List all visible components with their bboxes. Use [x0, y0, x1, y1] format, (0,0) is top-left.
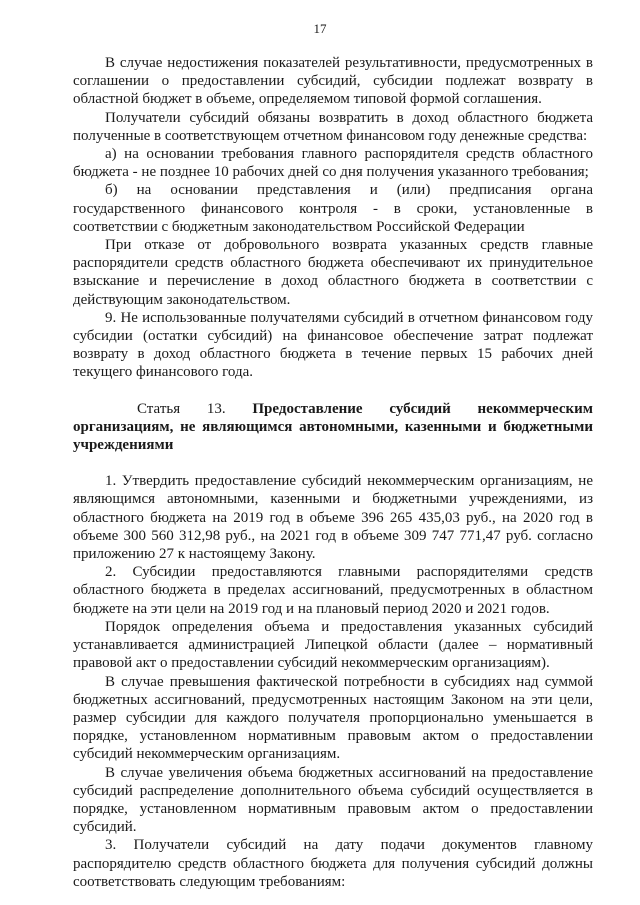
- paragraph-item-b: б) на основании представления и (или) предписания органа государственного финансового контроля - в сроки, установленные в соответствии с бюджетным законодательством Российской Федерации: [73, 182, 593, 235]
- article-heading: [73, 400, 593, 455]
- paragraph-return-obligation: Получатели субсидий обязаны возвратить в доход областного бюджета полученные в соответствующем отчетном финансовом году денежные средства:: [73, 109, 593, 144]
- page-number: 17: [313, 21, 327, 36]
- paragraph-refusal: При отказе от добровольного возврата указанных средств главные распорядители средств областного бюджета обеспечивают их принудительное взыскание и перечисление в доход областного бюджета в соответствии с действующим законодательством.: [73, 237, 593, 308]
- article-title: Предоставление субсидий некоммерческим организациям, не являющимся автономными, казенными и бюджетными учреждениями: [73, 400, 594, 454]
- paragraph-1: 1. Утвердить предоставление субсидий некоммерческим организациям, не являющимся автономными, казенными и бюджетными учреждениями, из областного бюджета на 2019 год в объеме 396 265 435,03 руб., на 2020 год в объеме 300 560 312,98 руб., на 2021 год в объеме 309 747 771,47 руб. согласно приложению 27 к настоящему Закону.: [73, 473, 593, 563]
- paragraph-increase: В случае увеличения объема бюджетных ассигнований на предоставление субсидий распределение дополнительного объема субсидий осуществляется в порядке, установленном нормативным правовым актом о предоставлении субсидий.: [73, 764, 593, 836]
- paragraph-9: 9. Не использованные получателями субсидий в отчетном финансовом году субсидии (остатки субсидий) на финансовое обеспечение затрат подлежат возврату в доход областного бюджета в течение первых 15 рабочих дней текущего финансового года.: [73, 309, 593, 381]
- paragraph-return-condition: В случае недостижения показателей результативности, предусмотренных в соглашении о предоставлении субсидий, субсидии подлежат возврату в областной бюджет в объеме, определяемом типовой формой соглашения.: [73, 55, 593, 108]
- paragraph-item-a: а) на основании требования главного распорядителя средств областного бюджета - не позднее 10 рабочих дней со дня получения указанного требования;: [73, 146, 593, 181]
- article-label: Статья 13.: [137, 400, 226, 417]
- paragraph-procedure: Порядок определения объема и предоставления указанных субсидий устанавливается администрацией Липецкой области (далее – нормативный правовой акт о предоставлении субсидий некоммерческим организациям).: [73, 618, 593, 672]
- spacer: [73, 454, 593, 472]
- spacer: [73, 382, 593, 400]
- document-body: [73, 54, 593, 891]
- paragraph-2: 2. Субсидии предоставляются главными распорядителями средств областного бюджета в пределах ассигнований, предусмотренных в областном бюджете на эти цели на 2019 год и на плановый период 2020 и 2021 годов.: [73, 564, 593, 617]
- paragraph-3: 3. Получатели субсидий на дату подачи документов главному распорядителю средств областного бюджета для получения субсидий должны соответствовать следующим требованиям:: [73, 837, 593, 890]
- paragraph-excess-need: В случае превышения фактической потребности в субсидиях над суммой бюджетных ассигнований, предусмотренных настоящим Законом на эти цели, размер субсидии для каждого получателя пропорционально уменьшается в порядке, установленном нормативным правовым актом о предоставлении субсидий некоммерческим организациям.: [73, 673, 593, 763]
